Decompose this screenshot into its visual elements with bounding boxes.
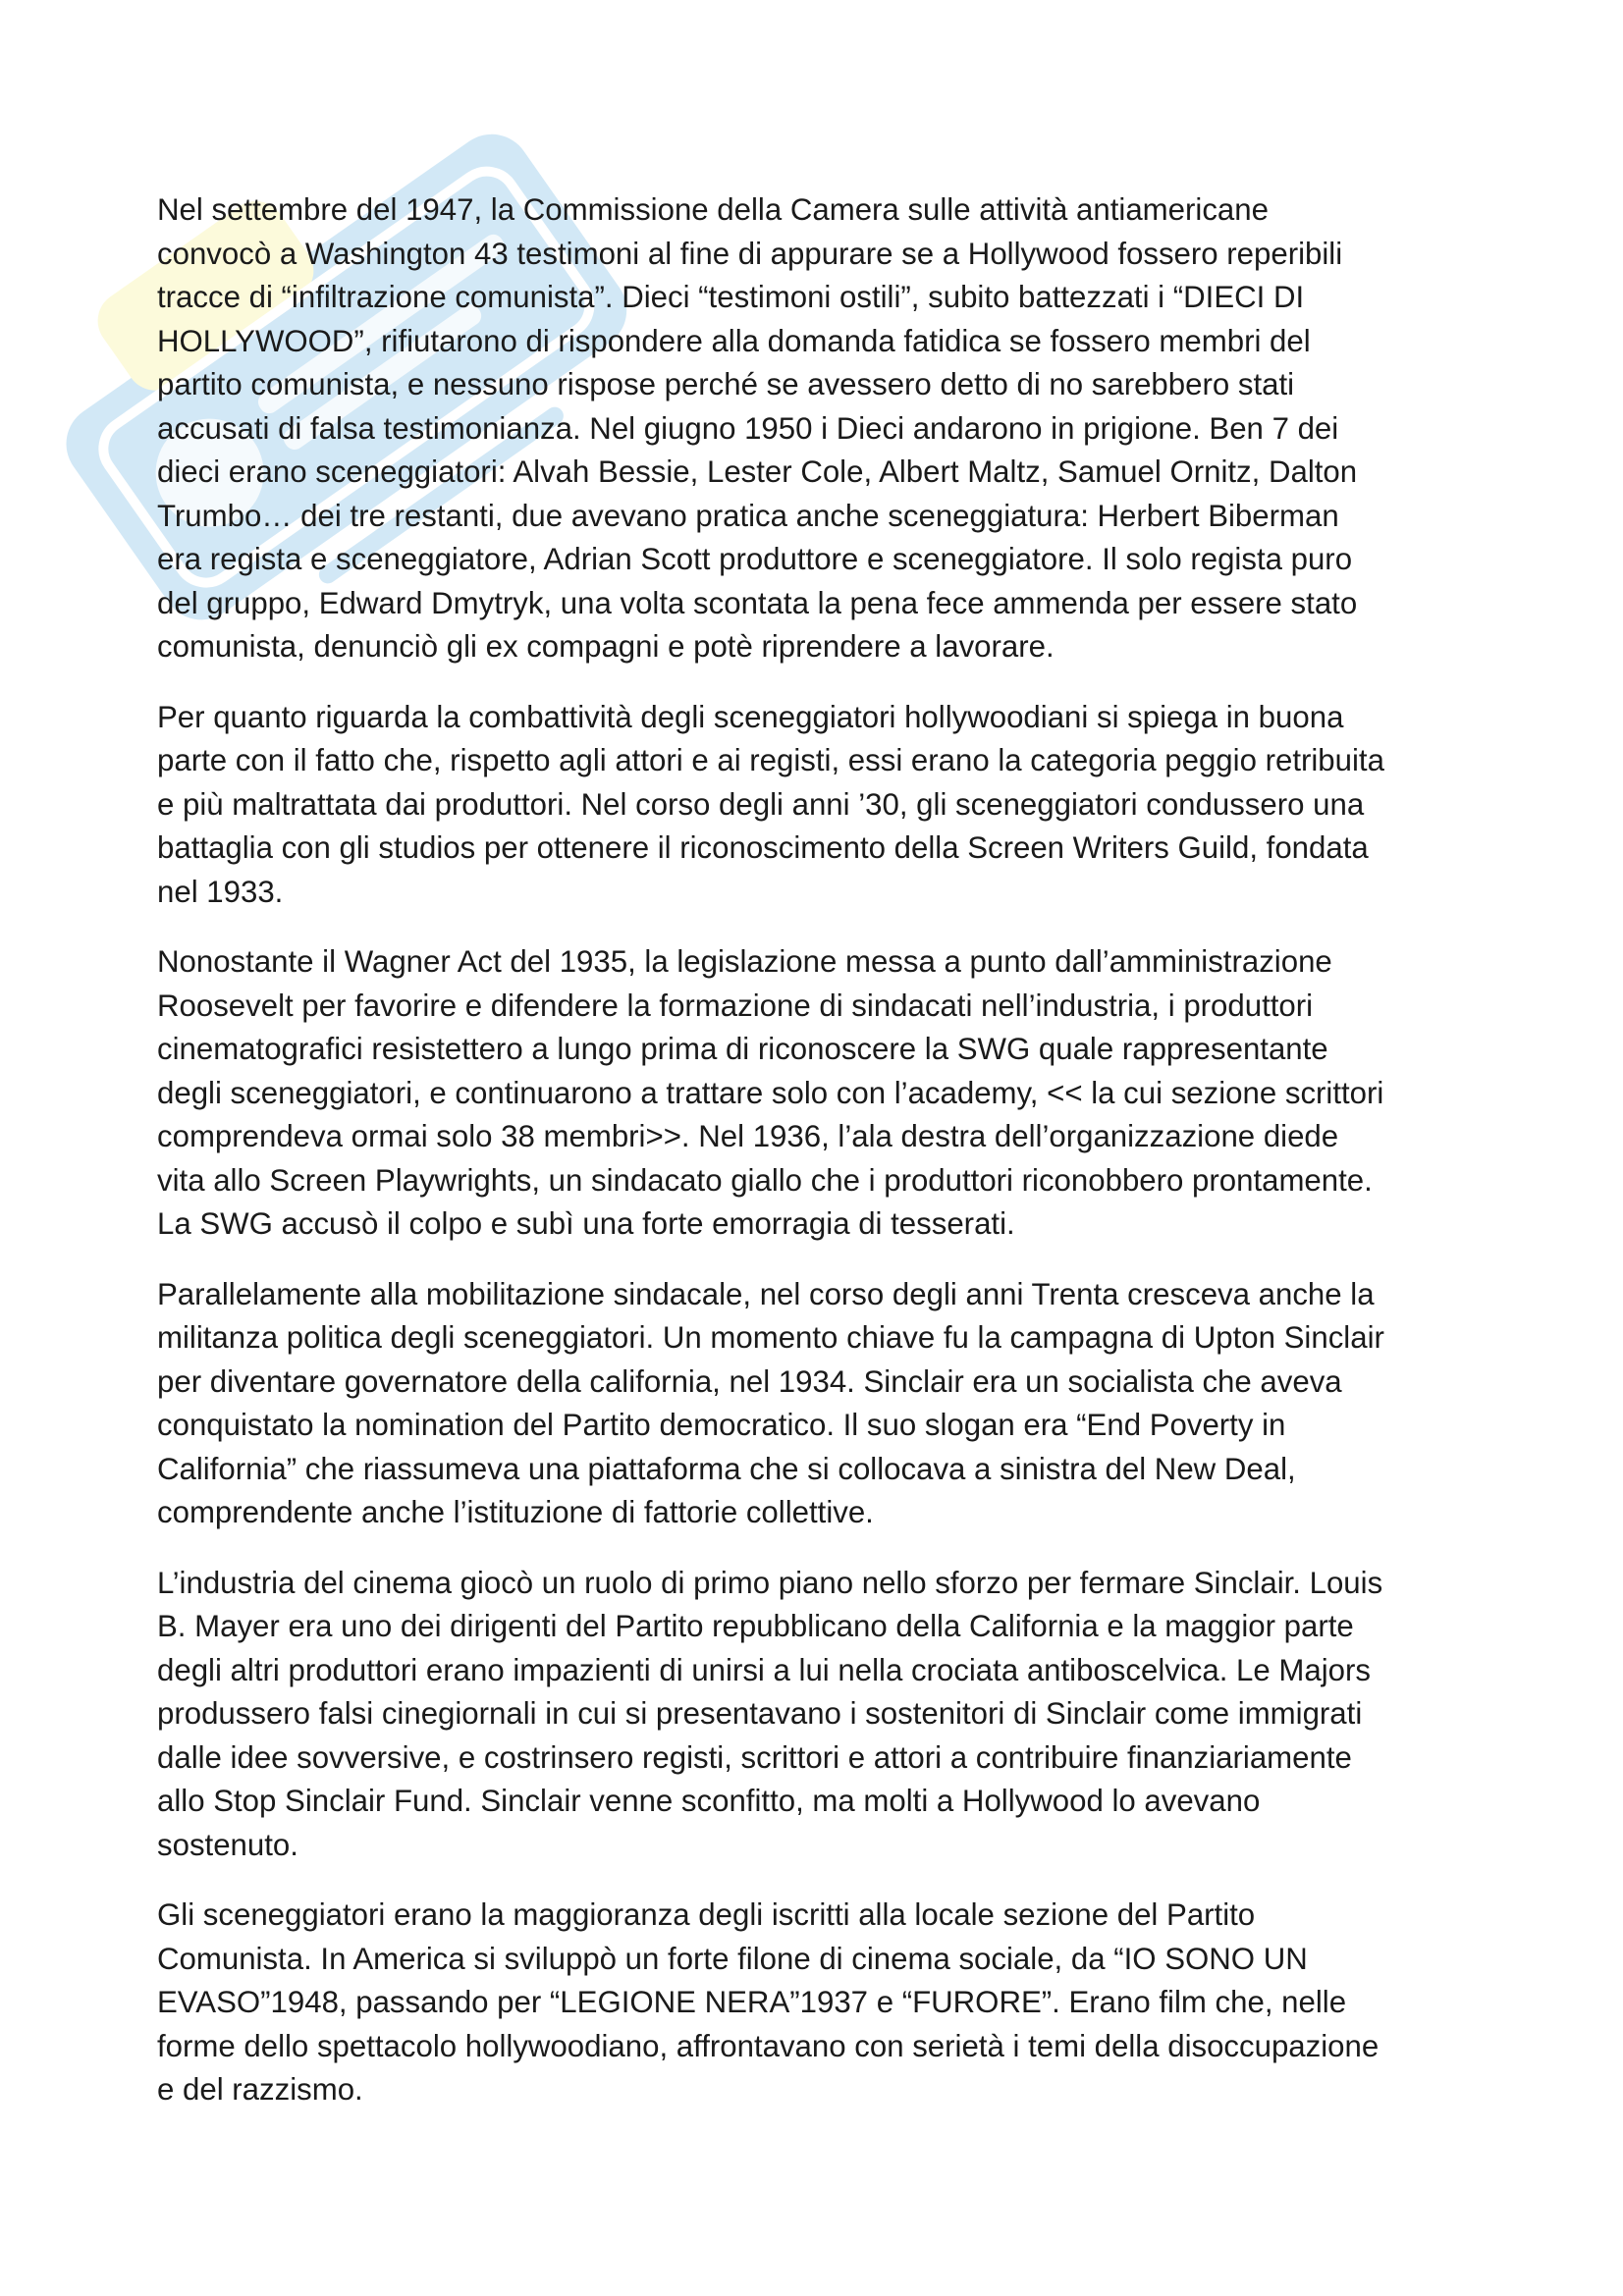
paragraph-stop-sinclair: L’industria del cinema giocò un ruolo di primo piano nello sforzo per fermare Sinclair. Louis B. Mayer era uno dei dirigenti del Partito repubblicano della California e la maggior parte degli altri produttori erano impazienti di unirsi a lui nella crociata antiboscelvica. Le Majors produssero falsi cinegiornali in cui si presentavano i sostenitori di Sinclair come immigrati dalle idee sovversive, e costrinsero registi, scrittori e attori a contribuire finanziariamente allo Stop Sinclair Fund. Sinclair venne sconfitto, ma molti a Hollywood lo avevano sostenuto.: [157, 1565, 1383, 1862]
document-body: [157, 188, 1483, 2139]
paragraph-political-militancy: Parallelamente alla mobilitazione sindacale, nel corso degli anni Trenta cresceva anche la militanza politica degli sceneggiatori. Un momento chiave fu la campagna di Upton Sinclair per diventare governatore della california, nel 1934. Sinclair era un socialista che aveva conquistato la nomination del Partito democratico. Il suo slogan era “End Poverty in California” che riassumeva una piattaforma che si collocava a sinistra del New Deal, comprendente anche l’istituzione di fattorie collettive.: [157, 1276, 1384, 1529]
paragraph-social-cinema: Gli sceneggiatori erano la maggioranza degli iscritti alla locale sezione del Partito Comunista. In America si sviluppò un forte filone di cinema sociale, da “IO SONO UN EVASO”1948, passando per “LEGIONE NERA”1937 e “FURORE”. Erano film che, nelle forme dello spettacolo hollywoodiano, affrontavano con serietà i temi della disoccupazione e del razzismo.: [157, 1897, 1380, 2107]
paragraph-screenwriters-combativeness: Per quanto riguarda la combattività degli sceneggiatori hollywoodiani si spiega in buona parte con il fatto che, rispetto agli attori e ai registi, essi erano la categoria peggio retribuita e più maltrattata dai produttori. Nel corso degli anni ’30, gli sceneggiatori condussero una battaglia con gli studios per ottenere il riconoscimento della Screen Writers Guild, fondata nel 1933.: [157, 699, 1384, 909]
paragraph-hollywood-ten: Nel settembre del 1947, la Commissione della Camera sulle attività antiamericane convocò a Washington 43 testimoni al fine di appurare se a Hollywood fossero reperibili tracce di “infiltrazione comunista”. Dieci “testimoni ostili”, subito battezzati i “DIECI DI HOLLYWOOD”, rifiutarono di rispondere alla domanda fatidica se fossero membri del partito comunista, e nessuno rispose perché se avessero detto di no sarebbero stati accusati di falsa testimonianza. Nel giugno 1950 i Dieci andarono in prigione. Ben 7 dei dieci erano sceneggiatori: Alvah Bessie, Lester Cole, Albert Maltz, Samuel Ornitz, Dalton Trumbo… dei tre restanti, due avevano pratica anche sceneggiatura: Herbert Biberman era regista e sceneggiatore, Adrian Scott produttore e sceneggiatore. Il solo regista puro del gruppo, Edward Dmytryk, una volta scontata la pena fece ammenda per essere stato comunista, denunciò gli ex compagni e potè riprendere a lavorare.: [157, 192, 1358, 664]
paragraph-wagner-act: Nonostante il Wagner Act del 1935, la legislazione messa a punto dall’amministrazione Roosevelt per favorire e difendere la formazione di sindacati nell’industria, i produttori cinematografici resistettero a lungo prima di riconoscere la SWG quale rappresentante degli sceneggiatori, e continuarono a trattare solo con l’academy, << la cui sezione scrittori comprendeva ormai solo 38 membri>>. Nel 1936, l’ala destra dell’organizzazione diede vita allo Screen Playwrights, un sindacato giallo che i produttori riconobbero prontamente. La SWG accusò il colpo e subì una forte emorragia di tesserati.: [157, 944, 1384, 1241]
